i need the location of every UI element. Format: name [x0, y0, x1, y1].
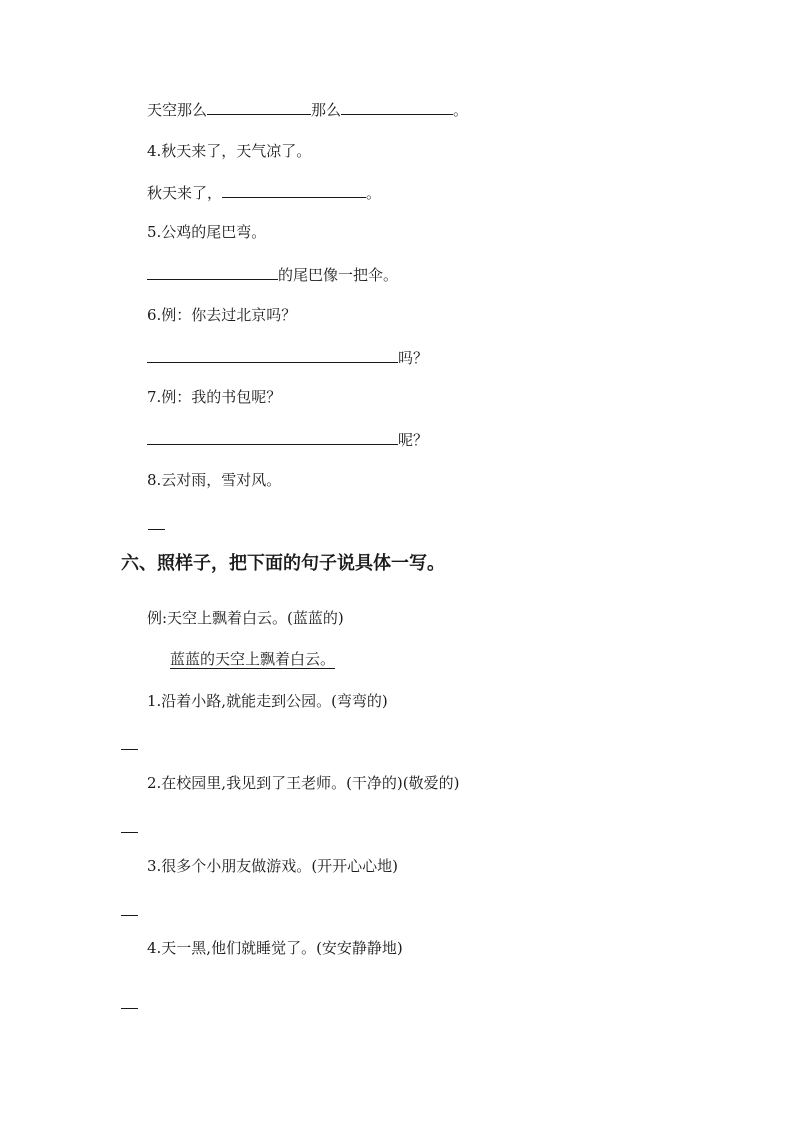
q7-answer-line	[147, 429, 428, 450]
q3-text-part1: 天空那么	[147, 101, 208, 119]
q3-text-part2: 那么	[311, 101, 342, 119]
q4-blank[interactable]	[222, 182, 366, 198]
q5-blank[interactable]	[147, 264, 278, 280]
q3-blank-1[interactable]	[207, 99, 311, 115]
q6-blank[interactable]	[147, 347, 398, 363]
q6-answer-suffix: 吗？	[398, 349, 429, 367]
q3-blank-2[interactable]	[341, 99, 453, 115]
section-6-item-3-answer-blank[interactable]	[121, 915, 138, 916]
q5-prompt: 5.公鸡的尾巴弯。	[147, 223, 267, 241]
q8-prompt: 8.云对雨，雪对风。	[147, 471, 282, 489]
section-6-example: 例:天空上飘着白云。(蓝蓝的)	[147, 609, 344, 627]
q5-answer-suffix: 的尾巴像一把伞。	[278, 266, 399, 284]
q6-answer-line	[147, 347, 428, 368]
section-6-item-3: 3.很多个小朋友做游戏。(开开心心地)	[147, 857, 399, 875]
q7-answer-suffix: 呢？	[398, 431, 429, 449]
section-6-item-1: 1.沿着小路,就能走到公园。(弯弯的)	[147, 692, 388, 710]
section-6-item-1-answer-blank[interactable]	[121, 749, 138, 750]
section-6-example-answer: 蓝蓝的天空上飘着白云。	[170, 650, 336, 668]
q8-answer-blank[interactable]	[148, 529, 165, 530]
q4-answer-end: 。	[366, 184, 382, 202]
section-6-item-4: 4.天一黑,他们就睡觉了。(安安静静地)	[147, 939, 403, 957]
section-6-item-2: 2.在校园里,我见到了王老师。(干净的)(敬爱的)	[147, 774, 460, 792]
section-6-item-4-answer-blank[interactable]	[121, 1008, 138, 1009]
q7-blank[interactable]	[147, 429, 398, 445]
q6-prompt: 6.例：你去过北京吗？	[147, 306, 297, 324]
q7-prompt: 7.例：我的书包呢？	[147, 388, 282, 406]
q4-answer-prefix: 秋天来了，	[147, 184, 223, 202]
q3-answer-line	[147, 99, 468, 120]
q5-answer-line	[147, 264, 398, 285]
q3-text-end: 。	[453, 101, 469, 119]
q4-answer-line	[147, 182, 381, 203]
q4-prompt: 4.秋天来了，天气凉了。	[147, 142, 312, 160]
section-6-heading: 六、照样子，把下面的句子说具体一写。	[121, 553, 445, 574]
section-6-item-2-answer-blank[interactable]	[121, 832, 138, 833]
